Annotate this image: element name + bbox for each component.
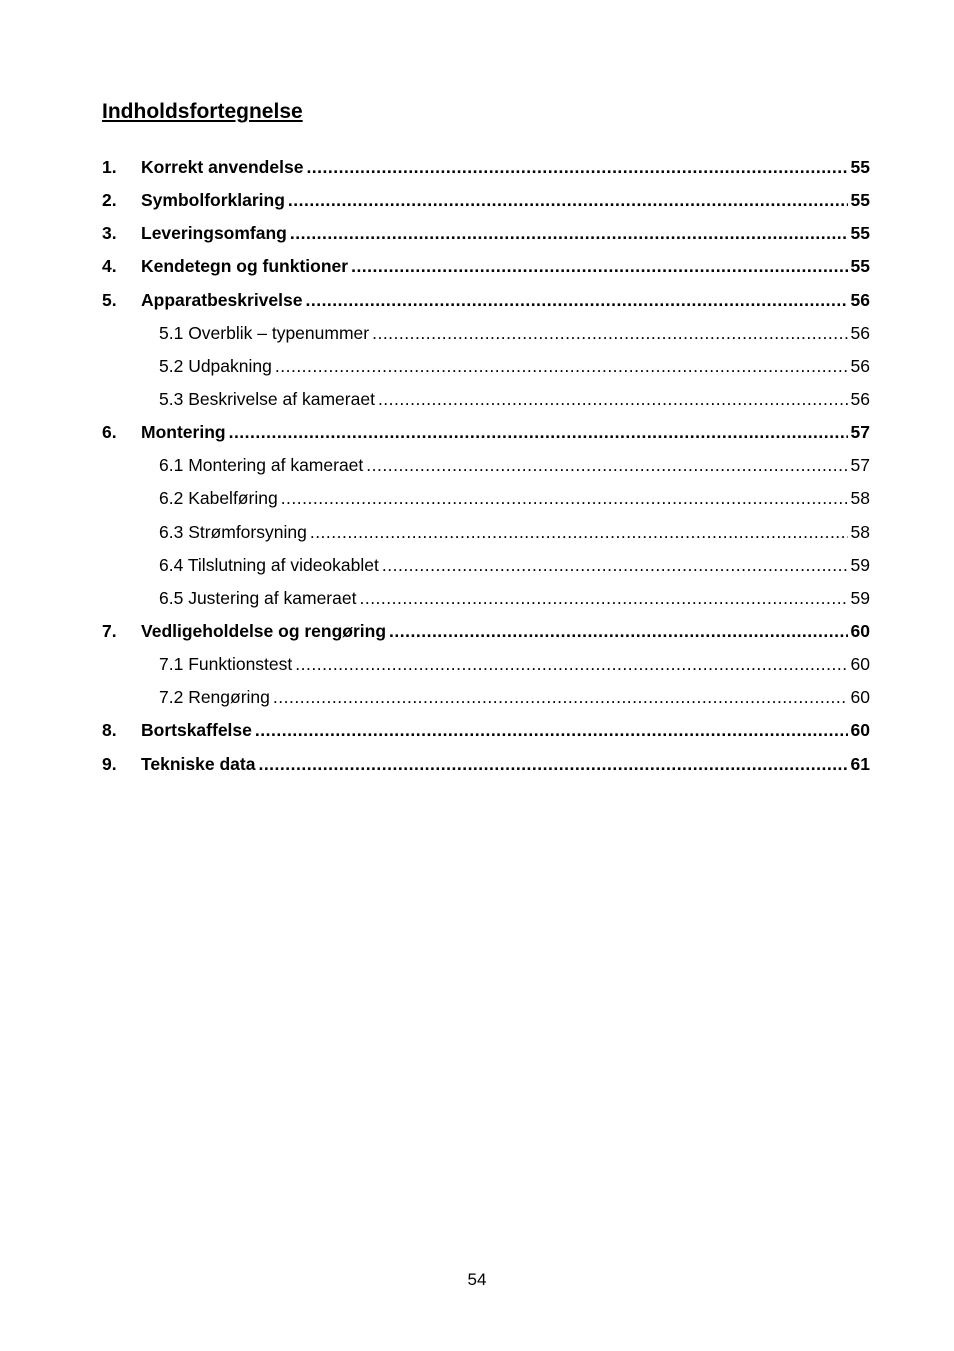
toc-entry-page: 60 [850, 654, 870, 675]
toc-entry[interactable] [102, 386, 870, 419]
toc-entry-label: 5.2 Udpakning [159, 355, 272, 376]
toc-entry-page: 56 [850, 322, 870, 343]
toc-entry-number: 8. [102, 720, 117, 741]
toc-entry-number: 6. [102, 422, 117, 443]
toc-entry-label: 6.3 Strømforsyning [159, 521, 307, 542]
toc-dot-leader [295, 651, 847, 678]
table-of-contents [102, 154, 870, 784]
toc-entry-page: 58 [850, 488, 870, 509]
toc-entry[interactable] [102, 320, 870, 353]
toc-entry[interactable] [102, 220, 870, 253]
toc-entry[interactable] [102, 519, 870, 552]
toc-entry-label: Apparatbeskrivelse [141, 289, 303, 310]
toc-entry-label: Montering [141, 422, 226, 443]
toc-dot-leader [255, 717, 848, 744]
toc-entry-label: Vedligeholdelse og rengøring [141, 620, 387, 641]
toc-entry-label: 6.5 Justering af kameraet [159, 587, 357, 608]
toc-entry[interactable] [102, 287, 870, 320]
toc-entry-label: Korrekt anvendelse [141, 157, 304, 177]
toc-entry[interactable] [102, 253, 870, 286]
toc-dot-leader [372, 320, 847, 347]
toc-dot-leader [389, 618, 847, 645]
toc-title: Indholdsfortegnelse [102, 100, 303, 123]
toc-entry-label: 7.1 Funktionstest [159, 654, 293, 675]
toc-dot-leader [305, 287, 847, 314]
toc-entry[interactable] [102, 154, 870, 187]
toc-entry-label: Kendetegn og funktioner [141, 256, 349, 277]
toc-entry-number: 9. [102, 753, 117, 774]
toc-dot-leader [366, 452, 847, 479]
toc-entry-page: 58 [850, 521, 870, 542]
toc-entry-page: 55 [850, 223, 870, 244]
toc-entry-page: 55 [850, 157, 870, 177]
toc-entry-number: 7. [102, 620, 117, 641]
toc-dot-leader [382, 552, 848, 579]
toc-entry[interactable] [102, 419, 870, 452]
toc-entry[interactable] [102, 452, 870, 485]
toc-entry-page: 57 [850, 422, 870, 443]
toc-entry-number: 4. [102, 256, 117, 277]
toc-entry-label: 6.1 Montering af kameraet [159, 455, 364, 476]
toc-entry-page: 55 [850, 190, 870, 211]
toc-entry-page: 56 [850, 388, 870, 409]
toc-dot-leader [229, 419, 848, 446]
toc-dot-leader [306, 154, 847, 181]
toc-entry[interactable] [102, 717, 870, 750]
page-number: 54 [467, 1270, 487, 1289]
toc-entry-page: 57 [850, 455, 870, 476]
toc-entry[interactable] [102, 651, 870, 684]
toc-dot-leader [378, 386, 848, 413]
toc-entry-page: 59 [850, 554, 870, 575]
toc-entry-label: 7.2 Rengøring [159, 687, 270, 708]
toc-entry-page: 60 [850, 720, 870, 741]
toc-entry-page: 55 [850, 256, 870, 277]
toc-entry[interactable] [102, 187, 870, 220]
toc-dot-leader [290, 220, 848, 247]
toc-entry-label: 6.4 Tilslutning af videokablet [159, 554, 379, 575]
toc-entry-page: 56 [850, 289, 870, 310]
toc-entry-number: 2. [102, 190, 117, 211]
toc-dot-leader [258, 751, 847, 778]
toc-entry-label: Tekniske data [141, 753, 256, 774]
toc-entry[interactable] [102, 353, 870, 386]
toc-entry-label: 5.3 Beskrivelse af kameraet [159, 388, 375, 409]
toc-dot-leader [275, 353, 848, 380]
toc-dot-leader [288, 187, 848, 214]
toc-entry-label: Bortskaffelse [141, 720, 252, 741]
toc-dot-leader [359, 585, 847, 612]
toc-entry-number: 1. [102, 157, 117, 177]
toc-entry[interactable] [102, 552, 870, 585]
toc-dot-leader [273, 684, 848, 711]
toc-entry-label: 5.1 Overblik – typenummer [159, 322, 370, 343]
toc-entry-page: 56 [850, 355, 870, 376]
toc-entry[interactable] [102, 684, 870, 717]
toc-entry[interactable] [102, 618, 870, 651]
toc-entry-label: Symbolforklaring [141, 190, 285, 211]
toc-entry[interactable] [102, 751, 870, 784]
toc-entry-page: 59 [850, 587, 870, 608]
toc-entry-number: 3. [102, 223, 117, 244]
toc-entry-page: 61 [850, 753, 870, 774]
toc-entry-label: Leveringsomfang [141, 223, 287, 244]
toc-entry[interactable] [102, 585, 870, 618]
toc-entry-number: 5. [102, 289, 117, 310]
toc-dot-leader [281, 485, 848, 512]
toc-dot-leader [310, 519, 848, 546]
toc-entry-label: 6.2 Kabelføring [159, 488, 278, 509]
toc-entry-page: 60 [850, 620, 870, 641]
toc-entry-page: 60 [850, 687, 870, 708]
toc-dot-leader [351, 253, 847, 280]
toc-entry[interactable] [102, 485, 870, 518]
